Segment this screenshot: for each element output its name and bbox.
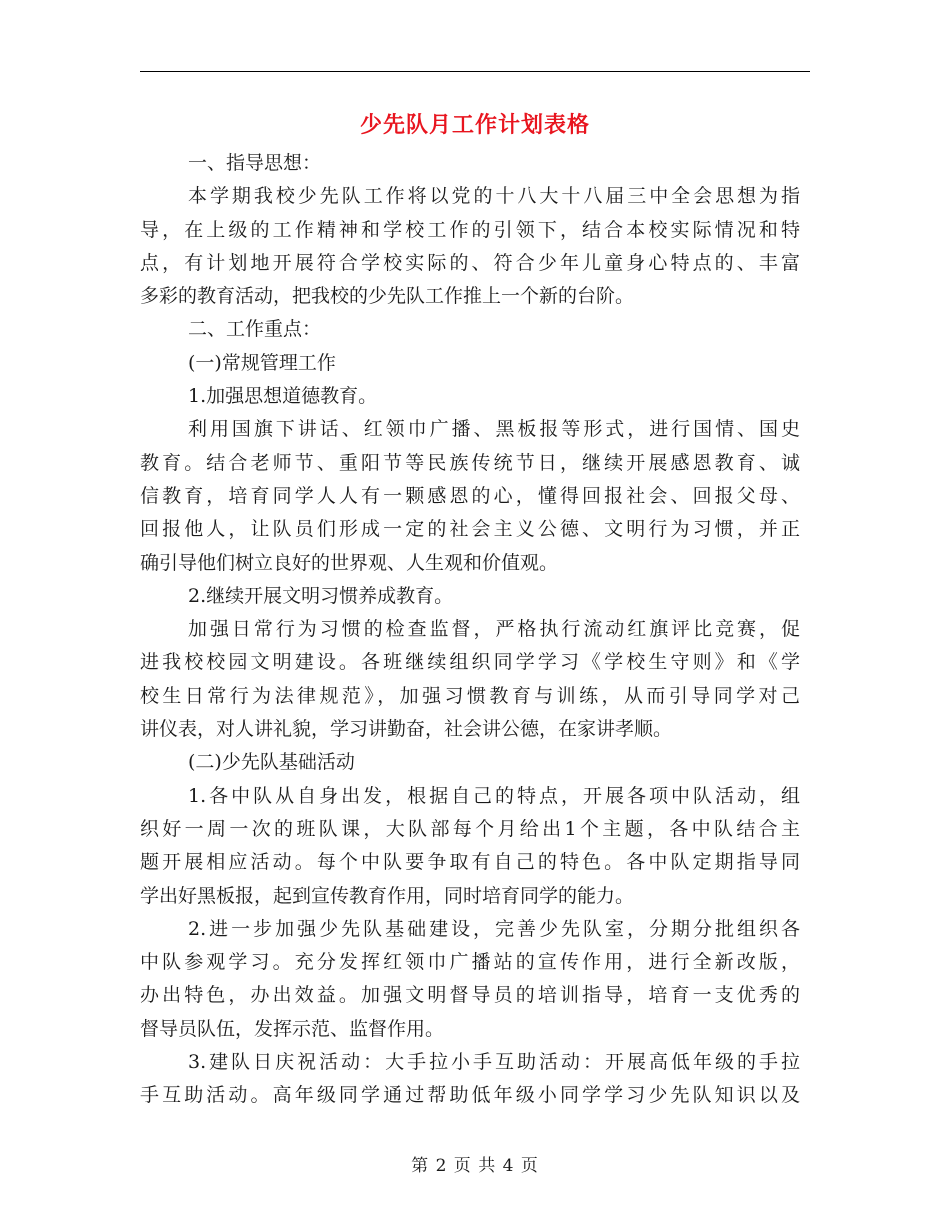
- body-line: 织好一周一次的班队课，大队部每个月给出1个主题，各中队结合主: [140, 817, 800, 840]
- body-line: 点，有计划地开展符合学校实际的、符合少年儿童身心特点的、丰富: [140, 251, 800, 274]
- body-line: 二、工作重点：: [188, 318, 322, 341]
- body-line: 讲仪表，对人讲礼貌，学习讲勤奋，社会讲公德，在家讲孝顺。: [140, 718, 673, 741]
- body-line: 利用国旗下讲话、红领巾广播、黑板报等形式，进行国情、国史: [188, 418, 800, 441]
- body-line: 教育。结合老师节、重阳节等民族传统节日，继续开展感恩教育、诚: [140, 451, 800, 474]
- body-line: 学出好黑板报，起到宣传教育作用，同时培育同学的能力。: [140, 884, 635, 907]
- body-line: 校生日常行为法律规范》，加强习惯教育与训练，从而引导同学对己: [140, 684, 800, 707]
- body-line: 中队参观学习。充分发挥红领巾广播站的宣传作用，进行全新改版，: [140, 951, 800, 974]
- body-line: 1.加强思想道德教育。: [188, 385, 378, 408]
- body-line: 督导员队伍，发挥示范、监督作用。: [140, 1017, 445, 1040]
- document-title: 少先队月工作计划表格: [359, 112, 590, 138]
- document-body: [140, 147, 800, 1113]
- body-line: 多彩的教育活动，把我校的少先队工作推上一个新的台阶。: [140, 285, 635, 308]
- body-line: 加强日常行为习惯的检查监督，严格执行流动红旗评比竞赛，促: [188, 618, 800, 641]
- body-line: 2.继续开展文明习惯养成教育。: [188, 584, 454, 607]
- body-line: 本学期我校少先队工作将以党的十八大十八届三中全会思想为指: [188, 185, 800, 208]
- body-line: 信教育，培育同学人人有一颗感恩的心，懂得回报社会、回报父母、: [140, 484, 800, 507]
- body-line: 1.各中队从自身出发，根据自己的特点，开展各项中队活动，组: [188, 784, 800, 807]
- body-line: 题开展相应活动。每个中队要争取有自己的特色。各中队定期指导同: [140, 851, 800, 874]
- body-line: 3.建队日庆祝活动：大手拉小手互助活动：开展高低年级的手拉: [188, 1051, 800, 1074]
- page-footer: 第 2 页 共 4 页: [411, 1156, 539, 1176]
- body-line: 进我校校园文明建设。各班继续组织同学学习《学校生守则》和《学: [140, 651, 800, 674]
- body-line: 办出特色，办出效益。加强文明督导员的培训指导，培育一支优秀的: [140, 984, 800, 1007]
- body-line: 导，在上级的工作精神和学校工作的引领下，结合本校实际情况和特: [140, 218, 800, 241]
- body-line: 手互助活动。高年级同学通过帮助低年级小同学学习少先队知识以及: [140, 1084, 800, 1107]
- body-line: 一、指导思想：: [188, 152, 322, 174]
- body-line: (一)常规管理工作: [188, 351, 336, 374]
- body-line: 2.进一步加强少先队基础建设，完善少先队室，分期分批组织各: [188, 917, 800, 940]
- body-line: (二)少先队基础活动: [188, 751, 355, 774]
- header-rule: [140, 71, 810, 72]
- body-line: 回报他人，让队员们形成一定的社会主义公德、文明行为习惯，并正: [140, 518, 800, 541]
- body-line: 确引导他们树立良好的世界观、人生观和价值观。: [140, 551, 559, 574]
